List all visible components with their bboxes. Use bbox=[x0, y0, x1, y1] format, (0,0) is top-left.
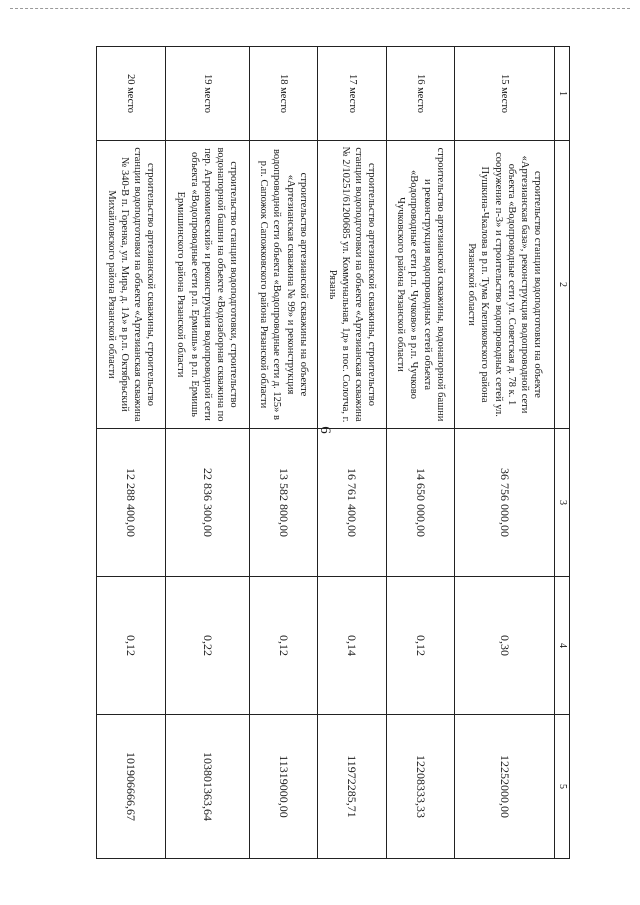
table-row bbox=[455, 47, 555, 859]
table-row bbox=[318, 47, 387, 859]
amount-cell: 101906666,67 bbox=[97, 715, 166, 859]
column-number-3: 3 bbox=[555, 429, 570, 577]
description-cell: строительство артезианской скважины, водонапорной башни и реконструкция водопроводных сетей объекта «Водопроводные сети р.п. Чучково» в р.п. Чучково Чучковского района Рязанской области bbox=[386, 141, 455, 429]
amount-cell: 11319000,00 bbox=[249, 715, 318, 859]
amount-cell: 103801363,64 bbox=[165, 715, 249, 859]
table-row bbox=[165, 47, 249, 859]
cost-cell: 13 582 800,00 bbox=[249, 429, 318, 577]
column-number-4: 4 bbox=[555, 577, 570, 715]
table-row bbox=[249, 47, 318, 859]
coefficient-cell: 0,12 bbox=[386, 577, 455, 715]
place-cell: 17 место bbox=[318, 47, 387, 141]
column-number-1: 1 bbox=[555, 47, 570, 141]
coefficient-cell: 0,30 bbox=[455, 577, 555, 715]
scan-edge-line bbox=[10, 8, 630, 9]
place-cell: 15 место bbox=[455, 47, 555, 141]
amount-cell: 12252000,00 bbox=[455, 715, 555, 859]
table-row bbox=[97, 47, 166, 859]
column-number-2: 2 bbox=[555, 141, 570, 429]
coefficient-cell: 0,12 bbox=[97, 577, 166, 715]
place-cell: 16 место bbox=[386, 47, 455, 141]
place-cell: 19 место bbox=[165, 47, 249, 141]
amount-cell: 11972285,71 bbox=[318, 715, 387, 859]
amount-cell: 12208333,33 bbox=[386, 715, 455, 859]
place-cell: 20 место bbox=[97, 47, 166, 141]
cost-cell: 22 836 300,00 bbox=[165, 429, 249, 577]
ranking-table bbox=[96, 46, 570, 859]
place-cell: 18 место bbox=[249, 47, 318, 141]
coefficient-cell: 0,12 bbox=[249, 577, 318, 715]
cost-cell: 16 761 400,00 bbox=[318, 429, 387, 577]
cost-cell: 14 650 000,00 bbox=[386, 429, 455, 577]
rotated-table-container bbox=[96, 46, 570, 858]
description-cell: строительство артезианской скважины, строительство станции водоподготовки на объекте «Артезианская скважина № 340-В п. Горенка, ул. Мира, д. 1А» в р.п. Октябрьский Михайловского района Рязанской области bbox=[97, 141, 166, 429]
coefficient-cell: 0,14 bbox=[318, 577, 387, 715]
table-row bbox=[386, 47, 455, 859]
description-cell: строительство станции водоподготовки, строительство водонапорной башни на объекте «Водозаборная скважина по пер. Агрономический» и реконструкция водопроводной сети объекта «Водопроводные сети р.п. Ермишь» в р.п. Ермишь Ермишинского района Рязанской области bbox=[165, 141, 249, 429]
cost-cell: 36 756 000,00 bbox=[455, 429, 555, 577]
description-cell: строительство станции водоподготовки на объекте «Артезианская база», реконструкция водопроводной сети объекта «Водопроводные сети ул. Советская д. 78 к. 1 сооружение п-3» и строительство водопроводных сетей ул. Пушкина-Чкалова в р.п. Тума Клепиковского района Рязанской области bbox=[455, 141, 555, 429]
column-number-row bbox=[555, 47, 570, 859]
description-cell: строительство артезианской скважины, строительство станции водоподготовки на объекте «Артезианская скважина № 2/10251/61200685 ул. Коммунальная, 1д» в пос. Солотча, г. Рязань bbox=[318, 141, 387, 429]
coefficient-cell: 0,22 bbox=[165, 577, 249, 715]
page-number: 6 bbox=[317, 426, 333, 434]
column-number-5: 5 bbox=[555, 715, 570, 859]
cost-cell: 12 288 400,00 bbox=[97, 429, 166, 577]
description-cell: строительство артезианской скважины на объекте «Артезианская скважина № 99» и реконструкция водопроводной сети объекта «Водопроводные сети д. 125» в р.п. Сапожок Сапожковского района Рязанской области bbox=[249, 141, 318, 429]
